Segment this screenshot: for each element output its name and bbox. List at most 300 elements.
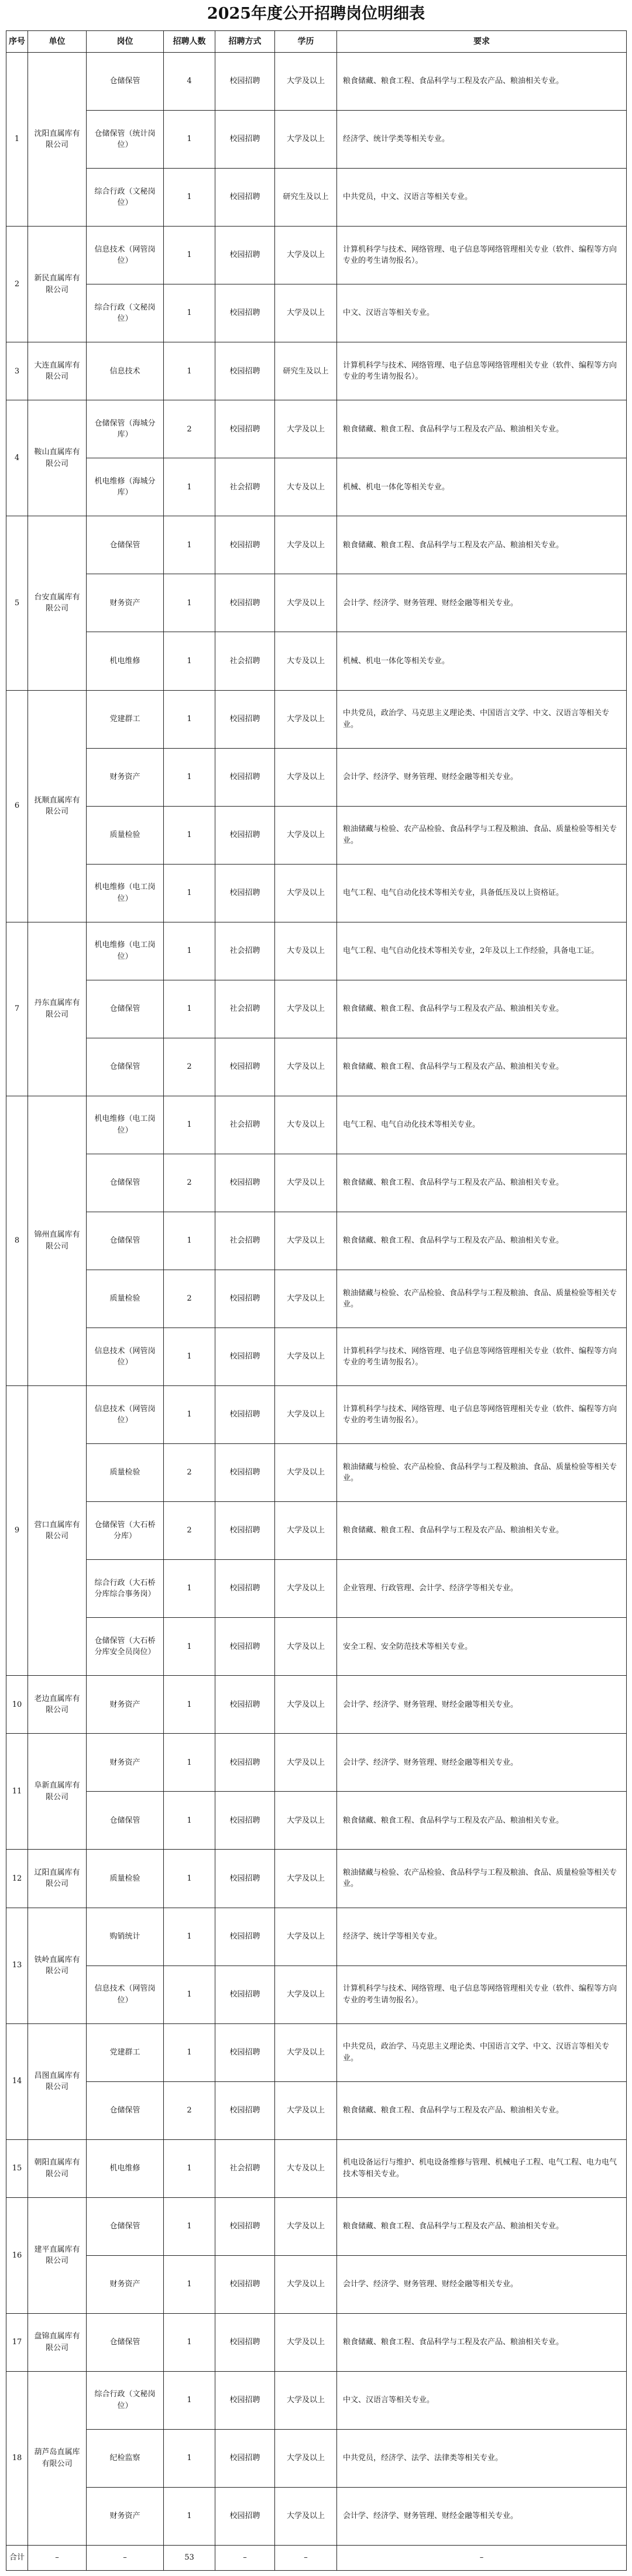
requirements-cell: 电气工程、电气自动化技术等相关专业。 <box>337 1096 627 1154</box>
education-cell: 大学及以上 <box>275 1676 337 1734</box>
table-row <box>6 227 627 284</box>
table-row <box>6 2139 627 2197</box>
education-cell: 大学及以上 <box>275 284 337 342</box>
education-cell: 大学及以上 <box>275 2429 337 2487</box>
requirements-cell: 中文、汉语言等相关专业。 <box>337 2371 627 2429</box>
unit-name-cell: 辽阳直属库有限公司 <box>28 1850 87 1908</box>
position-cell: 仓储保管（大石桥分库） <box>87 1502 164 1560</box>
recruit-method-cell: 社会招聘 <box>215 632 275 690</box>
table-row <box>6 1212 627 1270</box>
headcount-cell: 1 <box>164 806 215 864</box>
headcount-cell: 1 <box>164 574 215 632</box>
requirements-cell: 经济学、统计学等相关专业。 <box>337 1908 627 1966</box>
recruit-method-cell: 校园招聘 <box>215 2023 275 2081</box>
unit-name-cell: 鞍山直属库有限公司 <box>28 400 87 516</box>
table-row <box>6 342 627 400</box>
position-cell: 购销统计 <box>87 1908 164 1966</box>
requirements-cell: 中共党员，中文、汉语言等相关专业。 <box>337 169 627 227</box>
recruit-method-cell: 校园招聘 <box>215 400 275 458</box>
requirements-cell: 电气工程、电气自动化技术等相关专业，具备低压及以上资格证。 <box>337 864 627 922</box>
education-cell: 大学及以上 <box>275 53 337 111</box>
recruit-method-cell: 校园招聘 <box>215 2371 275 2429</box>
position-cell: 机电维修 <box>87 2139 164 2197</box>
recruit-method-cell: 校园招聘 <box>215 1386 275 1444</box>
header-cell: 学历 <box>275 31 337 53</box>
recruit-method-cell: 校园招聘 <box>215 1734 275 1792</box>
position-cell: 仓储保管 <box>87 2197 164 2255</box>
table-row <box>6 2197 627 2255</box>
headcount-cell: 1 <box>164 1966 215 2023</box>
header-cell: 单位 <box>28 31 87 53</box>
requirements-cell: 粮食储藏、粮食工程、食品科学与工程及农产品、粮油相关专业。 <box>337 1038 627 1096</box>
unit-name-cell: 营口直属库有限公司 <box>28 1386 87 1676</box>
unit-name-cell: 抚顺直属库有限公司 <box>28 690 87 922</box>
unit-number-cell: 3 <box>6 342 28 400</box>
recruit-method-cell: 校园招聘 <box>215 864 275 922</box>
table-row <box>6 690 627 748</box>
requirements-cell: 粮食储藏、粮食工程、食品科学与工程及农产品、粮油相关专业。 <box>337 2313 627 2371</box>
headcount-cell: 1 <box>164 1096 215 1154</box>
position-cell: 党建群工 <box>87 2023 164 2081</box>
table-row <box>6 458 627 516</box>
education-cell: 大学及以上 <box>275 1792 337 1850</box>
unit-name-cell: 老边直属库有限公司 <box>28 1676 87 1734</box>
table-row <box>6 1096 627 1154</box>
table-row <box>6 1386 627 1444</box>
position-cell: 机电维修（电工岗位） <box>87 1096 164 1154</box>
table-row <box>6 2429 627 2487</box>
requirements-cell: 计算机科学与技术、网络管理、电子信息等网络管理相关专业（软件、编程等方向专业的考生请勿报名）。 <box>337 1386 627 1444</box>
headcount-cell: 1 <box>164 2023 215 2081</box>
unit-name-cell: 阜新直属库有限公司 <box>28 1734 87 1850</box>
requirements-cell: 计算机科学与技术、网络管理、电子信息等网络管理相关专业（软件、编程等方向专业的考生请勿报名）。 <box>337 1328 627 1386</box>
headcount-cell: 1 <box>164 2429 215 2487</box>
headcount-cell: 1 <box>164 169 215 227</box>
table-row <box>6 1560 627 1618</box>
total-education-cell: – <box>275 2546 337 2571</box>
requirements-cell: 粮食储藏、粮食工程、食品科学与工程及农产品、粮油相关专业。 <box>337 980 627 1038</box>
education-cell: 大学及以上 <box>275 2197 337 2255</box>
headcount-cell: 1 <box>164 748 215 806</box>
headcount-cell: 1 <box>164 111 215 169</box>
recruit-method-cell: 社会招聘 <box>215 458 275 516</box>
education-cell: 大学及以上 <box>275 2023 337 2081</box>
education-cell: 大学及以上 <box>275 748 337 806</box>
unit-name-cell: 盘锦直属库有限公司 <box>28 2313 87 2371</box>
headcount-cell: 1 <box>164 458 215 516</box>
position-cell: 机电维修（电工岗位） <box>87 922 164 980</box>
table-body <box>6 53 627 2571</box>
table-row <box>6 1676 627 1734</box>
position-cell: 仓储保管 <box>87 2313 164 2371</box>
table-row <box>6 632 627 690</box>
unit-name-cell: 朝阳直属库有限公司 <box>28 2139 87 2197</box>
table-row <box>6 1154 627 1212</box>
table-row <box>6 1444 627 1502</box>
headcount-cell: 1 <box>164 690 215 748</box>
recruit-method-cell: 校园招聘 <box>215 1328 275 1386</box>
table-row <box>6 53 627 111</box>
position-cell: 仓储保管（海城分库） <box>87 400 164 458</box>
headcount-cell: 1 <box>164 1618 215 1676</box>
position-cell: 仓储保管 <box>87 53 164 111</box>
education-cell: 大学及以上 <box>275 690 337 748</box>
requirements-cell: 粮食储藏、粮食工程、食品科学与工程及农产品、粮油相关专业。 <box>337 516 627 574</box>
headcount-cell: 2 <box>164 1270 215 1328</box>
recruit-method-cell: 社会招聘 <box>215 980 275 1038</box>
position-cell: 仓储保管 <box>87 516 164 574</box>
headcount-cell: 1 <box>164 1328 215 1386</box>
requirements-cell: 粮食储藏、粮食工程、食品科学与工程及农产品、粮油相关专业。 <box>337 2197 627 2255</box>
position-cell: 仓储保管 <box>87 1792 164 1850</box>
total-position-cell: – <box>87 2546 164 2571</box>
header-cell: 招聘人数 <box>164 31 215 53</box>
table-row <box>6 748 627 806</box>
headcount-cell: 1 <box>164 1792 215 1850</box>
education-cell: 大学及以上 <box>275 806 337 864</box>
header-cell: 招聘方式 <box>215 31 275 53</box>
education-cell: 大专及以上 <box>275 2139 337 2197</box>
headcount-cell: 1 <box>164 1908 215 1966</box>
recruit-method-cell: 校园招聘 <box>215 806 275 864</box>
requirements-cell: 粮油储藏与检验、农产品检验、食品科学与工程及粮油、食品、质量检验等相关专业。 <box>337 1850 627 1908</box>
position-cell: 机电维修 <box>87 632 164 690</box>
unit-number-cell: 6 <box>6 690 28 922</box>
education-cell: 大学及以上 <box>275 111 337 169</box>
requirements-cell: 粮食储藏、粮食工程、食品科学与工程及农产品、粮油相关专业。 <box>337 2081 627 2139</box>
requirements-cell: 会计学、经济学、财务管理、财经金融等相关专业。 <box>337 574 627 632</box>
unit-number-cell: 10 <box>6 1676 28 1734</box>
document-title: 2025年度公开招聘岗位明细表 <box>207 5 425 23</box>
unit-number-cell: 11 <box>6 1734 28 1850</box>
position-cell: 信息技术 <box>87 342 164 400</box>
education-cell: 大学及以上 <box>275 227 337 284</box>
requirements-cell: 粮油储藏与检验、农产品检验、食品科学与工程及粮油、食品、质量检验等相关专业。 <box>337 806 627 864</box>
recruit-method-cell: 校园招聘 <box>215 169 275 227</box>
education-cell: 大专及以上 <box>275 458 337 516</box>
position-cell: 财务资产 <box>87 1734 164 1792</box>
recruit-method-cell: 校园招聘 <box>215 2255 275 2313</box>
table-row <box>6 516 627 574</box>
position-cell: 质量检验 <box>87 1270 164 1328</box>
table-row <box>6 2487 627 2545</box>
recruit-method-cell: 校园招聘 <box>215 53 275 111</box>
recruit-method-cell: 校园招聘 <box>215 284 275 342</box>
position-cell: 仓储保管 <box>87 1038 164 1096</box>
education-cell: 大学及以上 <box>275 1618 337 1676</box>
table-row <box>6 2371 627 2429</box>
unit-number-cell: 15 <box>6 2139 28 2197</box>
position-cell: 机电维修（电工岗位） <box>87 864 164 922</box>
position-cell: 信息技术（网管岗位） <box>87 1966 164 2023</box>
table-row <box>6 1966 627 2023</box>
position-cell: 综合行政（文秘岗位） <box>87 2371 164 2429</box>
recruit-method-cell: 社会招聘 <box>215 922 275 980</box>
total-label-cell: 合计 <box>6 2546 28 2571</box>
headcount-cell: 2 <box>164 1154 215 1212</box>
headcount-cell: 2 <box>164 1444 215 1502</box>
headcount-cell: 1 <box>164 1850 215 1908</box>
recruit-method-cell: 校园招聘 <box>215 1908 275 1966</box>
headcount-cell: 1 <box>164 2139 215 2197</box>
recruit-method-cell: 校园招聘 <box>215 690 275 748</box>
requirements-cell: 电气工程、电气自动化技术等相关专业，2年及以上工作经验，具备电工证。 <box>337 922 627 980</box>
unit-name-cell: 葫芦岛直属库有限公司 <box>28 2371 87 2545</box>
recruit-method-cell: 校园招聘 <box>215 2081 275 2139</box>
table-row <box>6 2023 627 2081</box>
requirements-cell: 粮食储藏、粮食工程、食品科学与工程及农产品、粮油相关专业。 <box>337 1502 627 1560</box>
education-cell: 大学及以上 <box>275 1850 337 1908</box>
position-cell: 综合行政（大石桥分库综合事务岗） <box>87 1560 164 1618</box>
position-cell: 仓储保管（大石桥分库安全员岗位） <box>87 1618 164 1676</box>
table-row <box>6 2081 627 2139</box>
education-cell: 大学及以上 <box>275 980 337 1038</box>
headcount-cell: 1 <box>164 2255 215 2313</box>
unit-number-cell: 5 <box>6 516 28 690</box>
position-cell: 财务资产 <box>87 748 164 806</box>
requirements-cell: 计算机科学与技术、网络管理、电子信息等网络管理相关专业（软件、编程等方向专业的考生请勿报名）。 <box>337 1966 627 2023</box>
header-cell: 岗位 <box>87 31 164 53</box>
headcount-cell: 1 <box>164 342 215 400</box>
table-row <box>6 1618 627 1676</box>
recruit-method-cell: 校园招聘 <box>215 111 275 169</box>
education-cell: 大学及以上 <box>275 516 337 574</box>
unit-number-cell: 16 <box>6 2197 28 2313</box>
unit-name-cell: 大连直属库有限公司 <box>28 342 87 400</box>
table-row <box>6 2313 627 2371</box>
table-row <box>6 284 627 342</box>
headcount-cell: 1 <box>164 2197 215 2255</box>
requirements-cell: 粮食储藏、粮食工程、食品科学与工程及农产品、粮油相关专业。 <box>337 1212 627 1270</box>
education-cell: 大学及以上 <box>275 1270 337 1328</box>
unit-name-cell: 沈阳直属库有限公司 <box>28 53 87 227</box>
position-cell: 财务资产 <box>87 2255 164 2313</box>
headcount-cell: 1 <box>164 1386 215 1444</box>
education-cell: 大专及以上 <box>275 922 337 980</box>
headcount-cell: 1 <box>164 922 215 980</box>
total-row <box>6 2546 627 2571</box>
position-cell: 综合行政（文秘岗位） <box>87 284 164 342</box>
unit-name-cell: 昌图直属库有限公司 <box>28 2023 87 2139</box>
headcount-cell: 1 <box>164 2371 215 2429</box>
position-cell: 仓储保管（统计岗位） <box>87 111 164 169</box>
unit-name-cell: 锦州直属库有限公司 <box>28 1096 87 1385</box>
position-cell: 信息技术（网管岗位） <box>87 227 164 284</box>
recruit-method-cell: 校园招聘 <box>215 342 275 400</box>
position-cell: 机电维修（海城分库） <box>87 458 164 516</box>
education-cell: 大学及以上 <box>275 574 337 632</box>
headcount-cell: 1 <box>164 1734 215 1792</box>
requirements-cell: 粮食储藏、粮食工程、食品科学与工程及农产品、粮油相关专业。 <box>337 1792 627 1850</box>
table-row <box>6 1502 627 1560</box>
requirements-cell: 机械、机电一体化等相关专业。 <box>337 632 627 690</box>
table-row <box>6 980 627 1038</box>
headcount-cell: 1 <box>164 1560 215 1618</box>
recruit-method-cell: 校园招聘 <box>215 2197 275 2255</box>
requirements-cell: 计算机科学与技术、网络管理、电子信息等网络管理相关专业（软件、编程等方向专业的考生请勿报名）。 <box>337 342 627 400</box>
unit-name-cell: 建平直属库有限公司 <box>28 2197 87 2313</box>
position-cell: 财务资产 <box>87 2487 164 2545</box>
education-cell: 大学及以上 <box>275 1154 337 1212</box>
education-cell: 大学及以上 <box>275 2255 337 2313</box>
recruit-method-cell: 校园招聘 <box>215 574 275 632</box>
requirements-cell: 安全工程、安全防范技术等相关专业。 <box>337 1618 627 1676</box>
recruit-method-cell: 校园招聘 <box>215 1792 275 1850</box>
header-cell: 要求 <box>337 31 627 53</box>
headcount-cell: 1 <box>164 284 215 342</box>
education-cell: 大学及以上 <box>275 1444 337 1502</box>
recruit-method-cell: 校园招聘 <box>215 516 275 574</box>
table-row <box>6 400 627 458</box>
table-row <box>6 1038 627 1096</box>
requirements-cell: 会计学、经济学、财务管理、财经金融等相关专业。 <box>337 1676 627 1734</box>
headcount-cell: 2 <box>164 400 215 458</box>
unit-number-cell: 1 <box>6 53 28 227</box>
requirements-cell: 中共党员，经济学、法学、法律类等相关专业。 <box>337 2429 627 2487</box>
headcount-cell: 2 <box>164 1038 215 1096</box>
total-headcount-cell: 53 <box>164 2546 215 2571</box>
education-cell: 大学及以上 <box>275 1328 337 1386</box>
unit-number-cell: 2 <box>6 227 28 342</box>
unit-name-cell: 铁岭直属库有限公司 <box>28 1908 87 2023</box>
requirements-cell: 中文、汉语言等相关专业。 <box>337 284 627 342</box>
education-cell: 大专及以上 <box>275 632 337 690</box>
recruit-method-cell: 社会招聘 <box>215 2139 275 2197</box>
unit-number-cell: 14 <box>6 2023 28 2139</box>
position-cell: 信息技术（网管岗位） <box>87 1328 164 1386</box>
requirements-cell: 会计学、经济学、财务管理、财经金融等相关专业。 <box>337 748 627 806</box>
position-cell: 质量检验 <box>87 1850 164 1908</box>
recruit-method-cell: 校园招聘 <box>215 2313 275 2371</box>
requirements-cell: 经济学、统计学类等相关专业。 <box>337 111 627 169</box>
position-cell: 仓储保管 <box>87 2081 164 2139</box>
recruit-method-cell: 社会招聘 <box>215 1096 275 1154</box>
position-cell: 纪检监察 <box>87 2429 164 2487</box>
education-cell: 大学及以上 <box>275 864 337 922</box>
unit-number-cell: 18 <box>6 2371 28 2545</box>
headcount-cell: 4 <box>164 53 215 111</box>
position-cell: 仓储保管 <box>87 1154 164 1212</box>
headcount-cell: 2 <box>164 2081 215 2139</box>
requirements-cell: 粮食储藏、粮食工程、食品科学与工程及农产品、粮油相关专业。 <box>337 53 627 111</box>
unit-number-cell: 8 <box>6 1096 28 1385</box>
education-cell: 大学及以上 <box>275 2371 337 2429</box>
position-cell: 仓储保管 <box>87 980 164 1038</box>
recruit-method-cell: 社会招聘 <box>215 1212 275 1270</box>
requirements-cell: 计算机科学与技术、网络管理、电子信息等网络管理相关专业（软件、编程等方向专业的考生请勿报名）。 <box>337 227 627 284</box>
requirements-cell: 机械、机电一体化等相关专业。 <box>337 458 627 516</box>
requirements-cell: 中共党员，政治学、马克思主义理论类、中国语言文学、中文、汉语言等相关专业。 <box>337 2023 627 2081</box>
requirements-cell: 粮油储藏与检验、农产品检验、食品科学与工程及粮油、食品、质量检验等相关专业。 <box>337 1270 627 1328</box>
table-row <box>6 864 627 922</box>
requirements-cell: 粮食储藏、粮食工程、食品科学与工程及农产品、粮油相关专业。 <box>337 1154 627 1212</box>
table-row <box>6 1734 627 1792</box>
education-cell: 大学及以上 <box>275 1908 337 1966</box>
recruit-method-cell: 校园招聘 <box>215 2487 275 2545</box>
total-requirements-cell: – <box>337 2546 627 2571</box>
headcount-cell: 1 <box>164 1676 215 1734</box>
table-row <box>6 574 627 632</box>
position-cell: 质量检验 <box>87 806 164 864</box>
education-cell: 研究生及以上 <box>275 169 337 227</box>
table-row <box>6 2255 627 2313</box>
position-cell: 财务资产 <box>87 574 164 632</box>
recruit-method-cell: 校园招聘 <box>215 2429 275 2487</box>
headcount-cell: 1 <box>164 864 215 922</box>
requirements-cell: 机电设备运行与维护、机电设备维修与管理、机械电子工程、电气工程、电力电气技术等相关专业。 <box>337 2139 627 2197</box>
education-cell: 大学及以上 <box>275 2313 337 2371</box>
total-method-cell: – <box>215 2546 275 2571</box>
recruit-method-cell: 校园招聘 <box>215 1966 275 2023</box>
education-cell: 大学及以上 <box>275 1734 337 1792</box>
education-cell: 大学及以上 <box>275 1502 337 1560</box>
recruit-method-cell: 校园招聘 <box>215 1676 275 1734</box>
position-cell: 党建群工 <box>87 690 164 748</box>
table-row <box>6 111 627 169</box>
unit-number-cell: 12 <box>6 1850 28 1908</box>
table-header-row <box>6 31 627 53</box>
recruit-method-cell: 校园招聘 <box>215 1444 275 1502</box>
recruit-method-cell: 校园招聘 <box>215 748 275 806</box>
education-cell: 大学及以上 <box>275 2487 337 2545</box>
table-row <box>6 169 627 227</box>
education-cell: 大专及以上 <box>275 1096 337 1154</box>
recruit-method-cell: 校园招聘 <box>215 1270 275 1328</box>
unit-number-cell: 13 <box>6 1908 28 2023</box>
headcount-cell: 1 <box>164 1212 215 1270</box>
position-cell: 财务资产 <box>87 1676 164 1734</box>
position-cell: 仓储保管 <box>87 1212 164 1270</box>
table-row <box>6 922 627 980</box>
recruit-method-cell: 校园招聘 <box>215 227 275 284</box>
unit-name-cell: 新民直属库有限公司 <box>28 227 87 342</box>
requirements-cell: 粮食储藏、粮食工程、食品科学与工程及农产品、粮油相关专业。 <box>337 400 627 458</box>
table-row <box>6 1850 627 1908</box>
education-cell: 大学及以上 <box>275 1386 337 1444</box>
requirements-cell: 会计学、经济学、财务管理、财经金融等相关专业。 <box>337 2255 627 2313</box>
requirements-cell: 粮油储藏与检验、农产品检验、食品科学与工程及粮油、食品、质量检验等相关专业。 <box>337 1444 627 1502</box>
unit-number-cell: 4 <box>6 400 28 516</box>
table-row <box>6 1270 627 1328</box>
job-positions-table <box>6 30 627 2571</box>
headcount-cell: 1 <box>164 516 215 574</box>
unit-number-cell: 9 <box>6 1386 28 1676</box>
table-row <box>6 1792 627 1850</box>
headcount-cell: 1 <box>164 227 215 284</box>
requirements-cell: 中共党员，政治学、马克思主义理论类、中国语言文学、中文、汉语言等相关专业。 <box>337 690 627 748</box>
total-unit-cell: – <box>28 2546 87 2571</box>
education-cell: 大学及以上 <box>275 2081 337 2139</box>
recruit-method-cell: 校园招聘 <box>215 1850 275 1908</box>
education-cell: 大学及以上 <box>275 400 337 458</box>
requirements-cell: 企业管理、行政管理、会计学、经济学等相关专业。 <box>337 1560 627 1618</box>
unit-number-cell: 7 <box>6 922 28 1096</box>
recruit-method-cell: 校园招聘 <box>215 1154 275 1212</box>
headcount-cell: 1 <box>164 2313 215 2371</box>
recruit-method-cell: 校园招聘 <box>215 1618 275 1676</box>
requirements-cell: 会计学、经济学、财务管理、财经金融等相关专业。 <box>337 2487 627 2545</box>
education-cell: 大学及以上 <box>275 1038 337 1096</box>
table-row <box>6 806 627 864</box>
position-cell: 信息技术（网管岗位） <box>87 1386 164 1444</box>
headcount-cell: 2 <box>164 1502 215 1560</box>
unit-name-cell: 丹东直属库有限公司 <box>28 922 87 1096</box>
education-cell: 大学及以上 <box>275 1560 337 1618</box>
recruit-method-cell: 校园招聘 <box>215 1038 275 1096</box>
headcount-cell: 1 <box>164 632 215 690</box>
education-cell: 大学及以上 <box>275 1966 337 2023</box>
table-row <box>6 1328 627 1386</box>
